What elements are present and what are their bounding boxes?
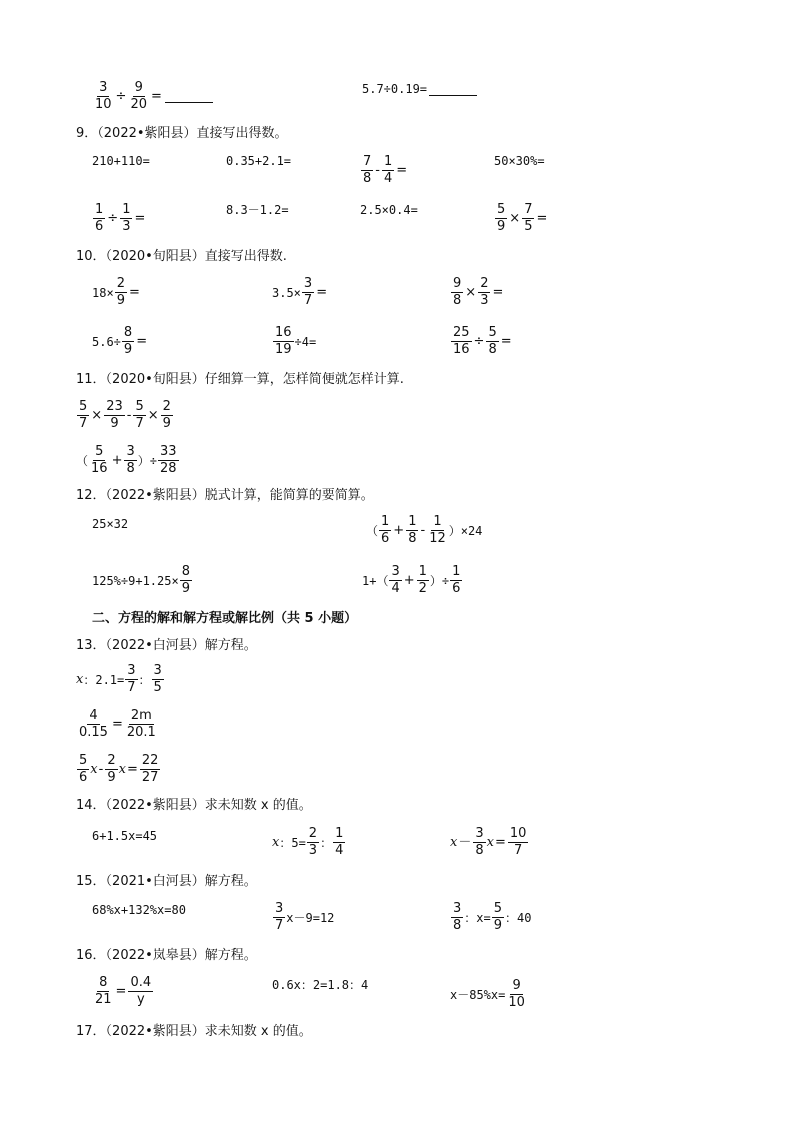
fraction: $\frac{1}{12}$ bbox=[429, 514, 446, 546]
q14-a: 6+1.5x=45 bbox=[92, 829, 158, 843]
fraction: $\frac{1}{3}$ bbox=[122, 202, 131, 234]
fraction: $\frac{5}{7}$ bbox=[79, 399, 88, 431]
fraction: $\frac{23}{9}$ bbox=[106, 399, 123, 431]
fraction: $\frac{1}{4}$ bbox=[383, 154, 393, 186]
fraction: $\frac{1}{6}$ bbox=[95, 202, 104, 234]
fraction: $\frac{1}{2}$ bbox=[418, 564, 427, 596]
fraction: $\frac{16}{19}$ bbox=[275, 325, 292, 357]
fraction: $\frac{2}{3}$ bbox=[308, 826, 318, 858]
section-title: 二、方程的解和解方程或解比例（共 5 小题） bbox=[92, 611, 358, 626]
q16-c: x－85%x= $\frac{9}{10}$ bbox=[450, 978, 525, 1010]
q12-d: 1+（ $\frac{3}{4}$ + $\frac{1}{2}$ ）÷ $\frac{1}{6}$ bbox=[362, 564, 461, 596]
q10-d: 5.6÷ $\frac{8}{9}$ = bbox=[92, 325, 148, 357]
answer-blank[interactable] bbox=[429, 83, 477, 96]
fraction: $\frac{5}{8}$ bbox=[488, 325, 497, 357]
fraction: $\frac{5}{16}$ bbox=[91, 444, 108, 476]
q11-expr-2: （ $\frac{5}{16}$ + $\frac{3}{8}$ ）÷ $\frac{33}{28}$ bbox=[76, 444, 177, 476]
fraction: $\frac{1}{6}$ bbox=[452, 564, 461, 596]
q14-b: x ：5= $\frac{2}{3}$ ： $\frac{1}{4}$ bbox=[272, 826, 344, 858]
q10-b: 3.5× $\frac{3}{7}$ = bbox=[272, 276, 328, 308]
fraction: $\frac{1}{6}$ bbox=[381, 514, 390, 546]
fraction: $\frac{5}{6}$ bbox=[79, 753, 88, 785]
fraction: $\frac{2}{9}$ bbox=[107, 753, 116, 785]
fraction: $\frac{9}{20}$ bbox=[130, 80, 147, 112]
q9-a: 210+110= bbox=[92, 154, 150, 168]
fraction: $\frac{3}{7}$ bbox=[275, 901, 284, 933]
fraction: $\frac{1}{8}$ bbox=[408, 514, 417, 546]
q9-heading: 9．（2022•紫阳县）直接写出得数。 bbox=[76, 126, 288, 141]
q17-heading: 17．（2022•紫阳县）求未知数 x 的值。 bbox=[76, 1024, 312, 1039]
q12-c: 125%÷9+1.25× $\frac{8}{9}$ bbox=[92, 564, 190, 596]
answer-blank[interactable] bbox=[165, 90, 213, 103]
fraction: $\frac{0.4}{y}$ bbox=[130, 975, 152, 1007]
fraction: $\frac{9}{8}$ bbox=[453, 276, 462, 308]
fraction: $\frac{5}{9}$ bbox=[493, 901, 503, 933]
q9-c: $\frac{7}{8}$ - $\frac{1}{4}$ = bbox=[363, 154, 408, 186]
fraction: $\frac{3}{5}$ bbox=[153, 663, 162, 695]
fraction: $\frac{5}{9}$ bbox=[497, 202, 506, 234]
fraction: $\frac{3}{7}$ bbox=[127, 663, 136, 695]
q12-b: （ $\frac{1}{6}$ + $\frac{1}{8}$ - $\frac{1}{12}$ ）×24 bbox=[366, 514, 483, 546]
q16-a: $\frac{8}{21}$ = $\frac{0.4}{y}$ bbox=[95, 975, 152, 1007]
q13-expr-1: x ：2.1= $\frac{3}{7}$ ： $\frac{3}{5}$ bbox=[76, 663, 162, 695]
q15-b: $\frac{3}{7}$ x－9=12 bbox=[275, 901, 335, 933]
q12-heading: 12．（2022•紫阳县）脱式计算，能简算的要简算。 bbox=[76, 488, 374, 503]
fraction: $\frac{2}{9}$ bbox=[162, 399, 171, 431]
fraction: $\frac{10}{7}$ bbox=[509, 826, 527, 858]
fraction: $\frac{5}{7}$ bbox=[135, 399, 144, 431]
top-expr-2: 5.7÷0.19= bbox=[362, 82, 477, 96]
fraction: $\frac{3}{10}$ bbox=[95, 80, 112, 112]
fraction: $\frac{4}{0.15}$ bbox=[79, 708, 108, 740]
q9-g: 2.5×0.4= bbox=[360, 203, 418, 217]
q16-heading: 16．（2022•岚皋县）解方程。 bbox=[76, 948, 257, 963]
fraction: $\frac{3}{4}$ bbox=[391, 564, 400, 596]
fraction: $\frac{25}{16}$ bbox=[453, 325, 470, 357]
fraction: $\frac{7}{8}$ bbox=[363, 154, 372, 186]
q11-expr-1: $\frac{5}{7}$ × $\frac{23}{9}$ - $\frac{5}{7}$ × $\frac{2}{9}$ bbox=[79, 399, 171, 431]
fraction: $\frac{9}{10}$ bbox=[508, 978, 525, 1010]
fraction: $\frac{8}{9}$ bbox=[123, 325, 133, 357]
fraction: $\frac{8}{9}$ bbox=[181, 564, 190, 596]
fraction: $\frac{2}{9}$ bbox=[116, 276, 125, 308]
q9-f: 8.3－1.2= bbox=[226, 203, 289, 217]
fraction: $\frac{3}{7}$ bbox=[303, 276, 313, 308]
fraction: $\frac{3}{8}$ bbox=[475, 826, 484, 858]
q10-c: $\frac{9}{8}$ × $\frac{2}{3}$ = bbox=[453, 276, 504, 308]
q15-heading: 15．（2021•白河县）解方程。 bbox=[76, 874, 257, 889]
q15-c: $\frac{3}{8}$ ：x= $\frac{5}{9}$ ：40 bbox=[453, 901, 532, 933]
q10-heading: 10．（2020•旬阳县）直接写出得数. bbox=[76, 249, 287, 264]
fraction: $\frac{3}{8}$ bbox=[453, 901, 462, 933]
fraction: $\frac{1}{4}$ bbox=[335, 826, 344, 858]
fraction: $\frac{33}{28}$ bbox=[159, 444, 177, 476]
q9-h: $\frac{5}{9}$ × $\frac{7}{5}$ = bbox=[497, 202, 548, 234]
top-expr-1: $\frac{3}{10}$ ÷ $\frac{9}{20}$ = bbox=[92, 80, 213, 113]
q9-d: 50×30%= bbox=[494, 154, 545, 168]
q14-heading: 14．（2022•紫阳县）求未知数 x 的值。 bbox=[76, 798, 312, 813]
q11-heading: 11．（2020•旬阳县）仔细算一算，怎样简便就怎样计算. bbox=[76, 372, 404, 387]
q16-b: 0.6x：2=1.8：4 bbox=[272, 978, 369, 992]
fraction: $\frac{3}{8}$ bbox=[126, 444, 135, 476]
q15-a: 68%x+132%x=80 bbox=[92, 903, 186, 917]
fraction: $\frac{2m}{20.1}$ bbox=[126, 708, 156, 740]
q9-b: 0.35+2.1= bbox=[226, 154, 292, 168]
q13-heading: 13．（2022•白河县）解方程。 bbox=[76, 638, 257, 653]
q9-e: $\frac{1}{6}$ ÷ $\frac{1}{3}$ = bbox=[95, 202, 146, 234]
q10-a: 18× $\frac{2}{9}$ = bbox=[92, 276, 140, 308]
fraction: $\frac{22}{27}$ bbox=[141, 753, 159, 785]
q13-expr-3: $\frac{5}{6}$ x - $\frac{2}{9}$ x = $\frac{22}{27}$ bbox=[79, 753, 159, 785]
q14-c: x － $\frac{3}{8}$ x = $\frac{10}{7}$ bbox=[450, 826, 527, 858]
q13-expr-2: $\frac{4}{0.15}$ = $\frac{2m}{20.1}$ bbox=[79, 708, 156, 740]
fraction: $\frac{8}{21}$ bbox=[95, 975, 112, 1007]
fraction: $\frac{7}{5}$ bbox=[524, 202, 533, 234]
q12-a: 25×32 bbox=[92, 517, 129, 531]
q10-f: $\frac{25}{16}$ ÷ $\frac{5}{8}$ = bbox=[453, 325, 512, 357]
q10-e: $\frac{16}{19}$ ÷4= bbox=[275, 325, 317, 357]
fraction: $\frac{2}{3}$ bbox=[480, 276, 489, 308]
